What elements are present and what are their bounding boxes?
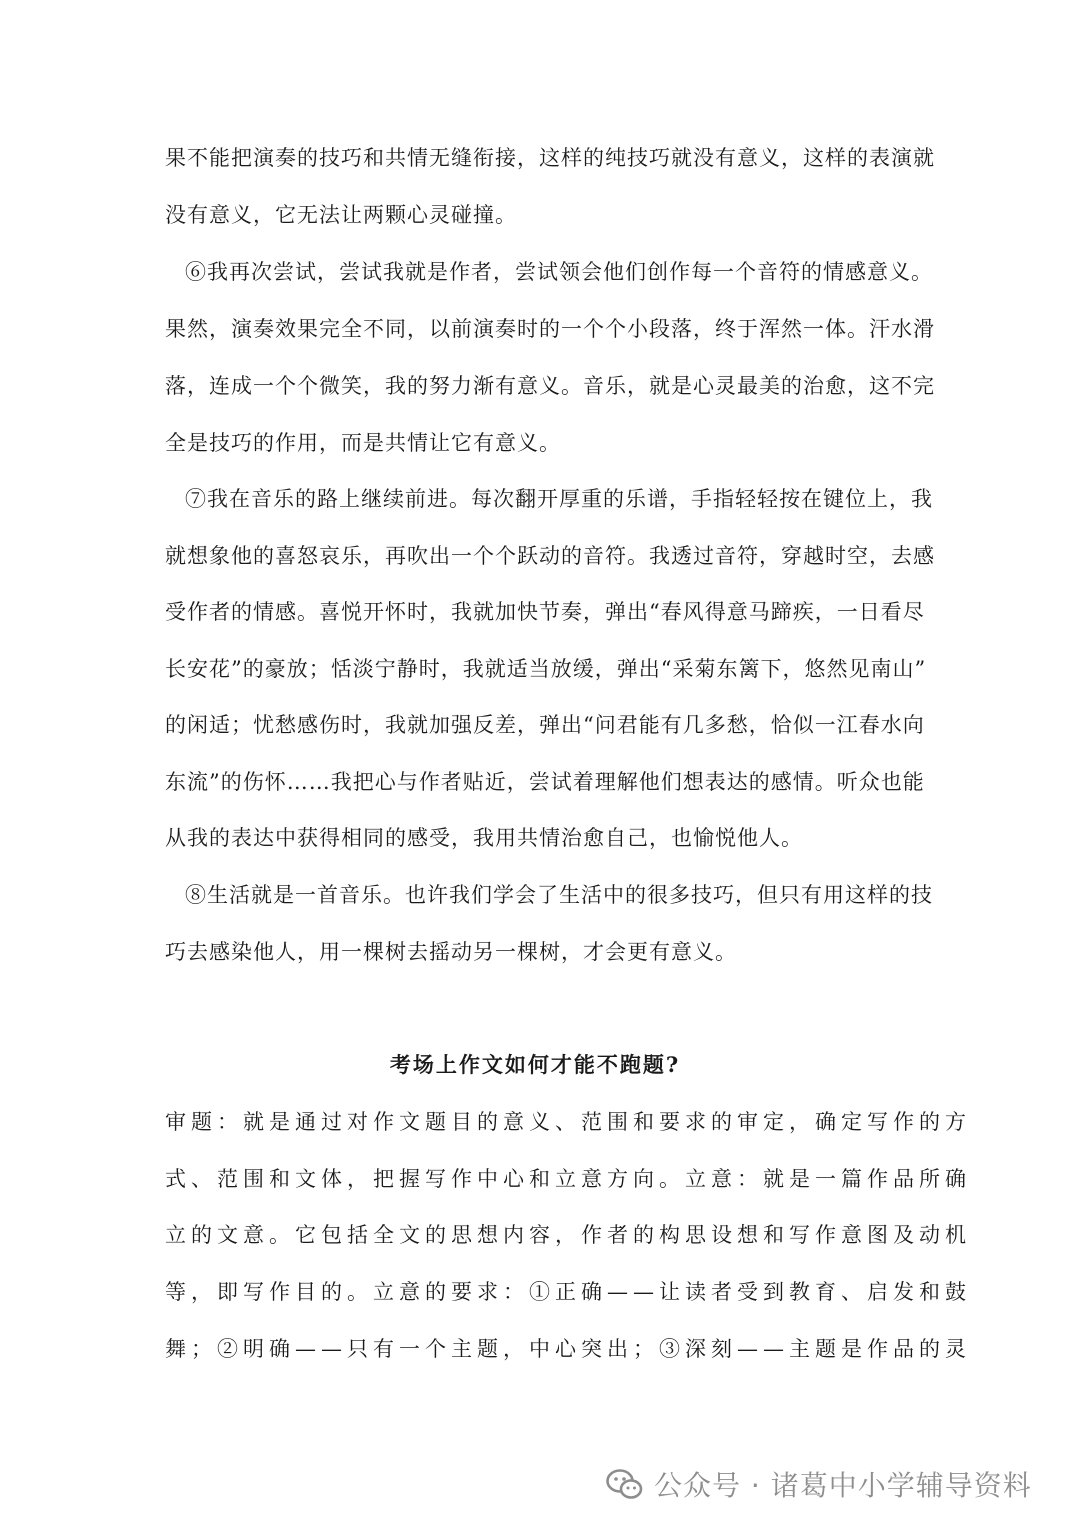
watermark xyxy=(606,1462,1032,1506)
essay-paragraph-7: ⑦我在音乐的路上继续前进。每次翻开厚重的乐谱，手指轻轻按在键位上，我 xyxy=(185,487,933,511)
essay-line: 长安花”的豪放；恬淡宁静时，我就适当放缓，弹出“采菊东篱下，悠然见南山” xyxy=(165,657,927,681)
wechat-icon xyxy=(606,1468,644,1500)
essay-line: 没有意义，它无法让两颗心灵碰撞。 xyxy=(165,203,517,227)
section-line: 审题：就是通过对作文题目的意义、范围和要求的审定，确定写作的方 xyxy=(165,1110,971,1134)
section-title: 考场上作文如何才能不跑题? xyxy=(389,1052,681,1077)
section-line: 立的文意。它包括全文的思想内容，作者的构思设想和写作意图及动机 xyxy=(165,1223,971,1247)
essay-line: 巧去感染他人，用一棵树去摇动另一棵树，才会更有意义。 xyxy=(165,940,737,964)
essay-paragraph-8: ⑧生活就是一首音乐。也许我们学会了生活中的很多技巧，但只有用这样的技 xyxy=(185,883,933,907)
essay-line: 东流”的伤怀……我把心与作者贴近，尝试着理解他们想表达的感情。听众也能 xyxy=(165,770,925,794)
essay-line: 果不能把演奏的技巧和共情无缝衔接，这样的纯技巧就没有意义，这样的表演就 xyxy=(165,146,935,170)
essay-line: 果然，演奏效果完全不同，以前演奏时的一个个小段落，终于浑然一体。汗水滑 xyxy=(165,317,935,341)
watermark-text: 公众号 · 诸葛中小学辅导资料 xyxy=(654,1469,1032,1502)
section-line: 式、范围和文体，把握写作中心和立意方向。立意：就是一篇作品所确 xyxy=(165,1167,971,1191)
essay-line: 落，连成一个个微笑，我的努力渐有意义。音乐，就是心灵最美的治愈，这不完 xyxy=(165,374,935,398)
essay-line: 从我的表达中获得相同的感受，我用共情治愈自己，也愉悦他人。 xyxy=(165,826,803,850)
essay-line: 全是技巧的作用，而是共情让它有意义。 xyxy=(165,431,561,455)
essay-line: 受作者的情感。喜悦开怀时，我就加快节奏，弹出“春风得意马蹄疾，一日看尽 xyxy=(165,600,925,624)
section-line: 等，即写作目的。立意的要求：①正确——让读者受到教育、启发和鼓 xyxy=(165,1280,971,1304)
essay-line: 的闲适；忧愁感伤时，我就加强反差，弹出“问君能有几多愁，恰似一江春水向 xyxy=(165,713,925,737)
essay-line: 就想象他的喜怒哀乐，再吹出一个个跃动的音符。我透过音符，穿越时空，去感 xyxy=(165,544,935,568)
essay-paragraph-6: ⑥我再次尝试，尝试我就是作者，尝试领会他们创作每一个音符的情感意义。 xyxy=(185,260,933,284)
section-line: 舞；②明确——只有一个主题，中心突出；③深刻——主题是作品的灵 xyxy=(165,1337,971,1361)
